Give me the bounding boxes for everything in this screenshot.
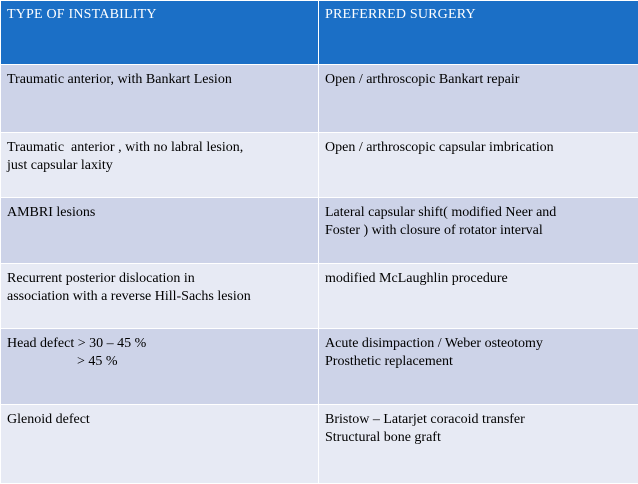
cell-text-line: Open / arthroscopic Bankart repair — [325, 71, 632, 89]
surgery-cell — [319, 264, 638, 329]
table-row — [1, 198, 638, 264]
table-row — [1, 329, 638, 405]
table-row — [1, 264, 638, 329]
surgery-cell — [319, 198, 638, 264]
instability-cell — [1, 133, 319, 198]
table-header-row — [1, 1, 638, 65]
surgery-cell — [319, 133, 638, 198]
cell-text-line: Open / arthroscopic capsular imbrication — [325, 139, 632, 157]
cell-text-line: AMBRI lesions — [7, 204, 312, 222]
table-row — [1, 65, 638, 133]
cell-text-line: Acute disimpaction / Weber osteotomy — [325, 335, 632, 353]
cell-text-line: Traumatic anterior , with no labral lesion, — [7, 139, 312, 157]
surgery-cell — [319, 405, 638, 484]
cell-text-line: Traumatic anterior, with Bankart Lesion — [7, 71, 312, 89]
instability-cell — [1, 65, 319, 133]
instability-cell — [1, 405, 319, 484]
cell-text-line: Bristow – Latarjet coracoid transfer — [325, 411, 632, 429]
cell-text-line: association with a reverse Hill-Sachs lesion — [7, 288, 312, 306]
table-row — [1, 133, 638, 198]
cell-text-line: just capsular laxity — [7, 157, 312, 175]
cell-text-line: Prosthetic replacement — [325, 353, 632, 371]
header-type-of-instability: TYPE OF INSTABILITY — [1, 1, 319, 65]
cell-text-line: Foster ) with closure of rotator interval — [325, 222, 632, 240]
instability-cell — [1, 264, 319, 329]
header-preferred-surgery: PREFERRED SURGERY — [319, 1, 638, 65]
surgery-cell — [319, 65, 638, 133]
table-row — [1, 405, 638, 484]
instability-cell — [1, 198, 319, 264]
cell-text-line: modified McLaughlin procedure — [325, 270, 632, 288]
surgery-cell — [319, 329, 638, 405]
cell-text-line: Glenoid defect — [7, 411, 312, 429]
cell-text-line: > 45 % — [7, 353, 312, 371]
cell-text-line: Head defect > 30 – 45 % — [7, 335, 312, 353]
instability-cell — [1, 329, 319, 405]
cell-text-line: Structural bone graft — [325, 429, 632, 447]
cell-text-line: Recurrent posterior dislocation in — [7, 270, 312, 288]
cell-text-line: Lateral capsular shift( modified Neer and — [325, 204, 632, 222]
